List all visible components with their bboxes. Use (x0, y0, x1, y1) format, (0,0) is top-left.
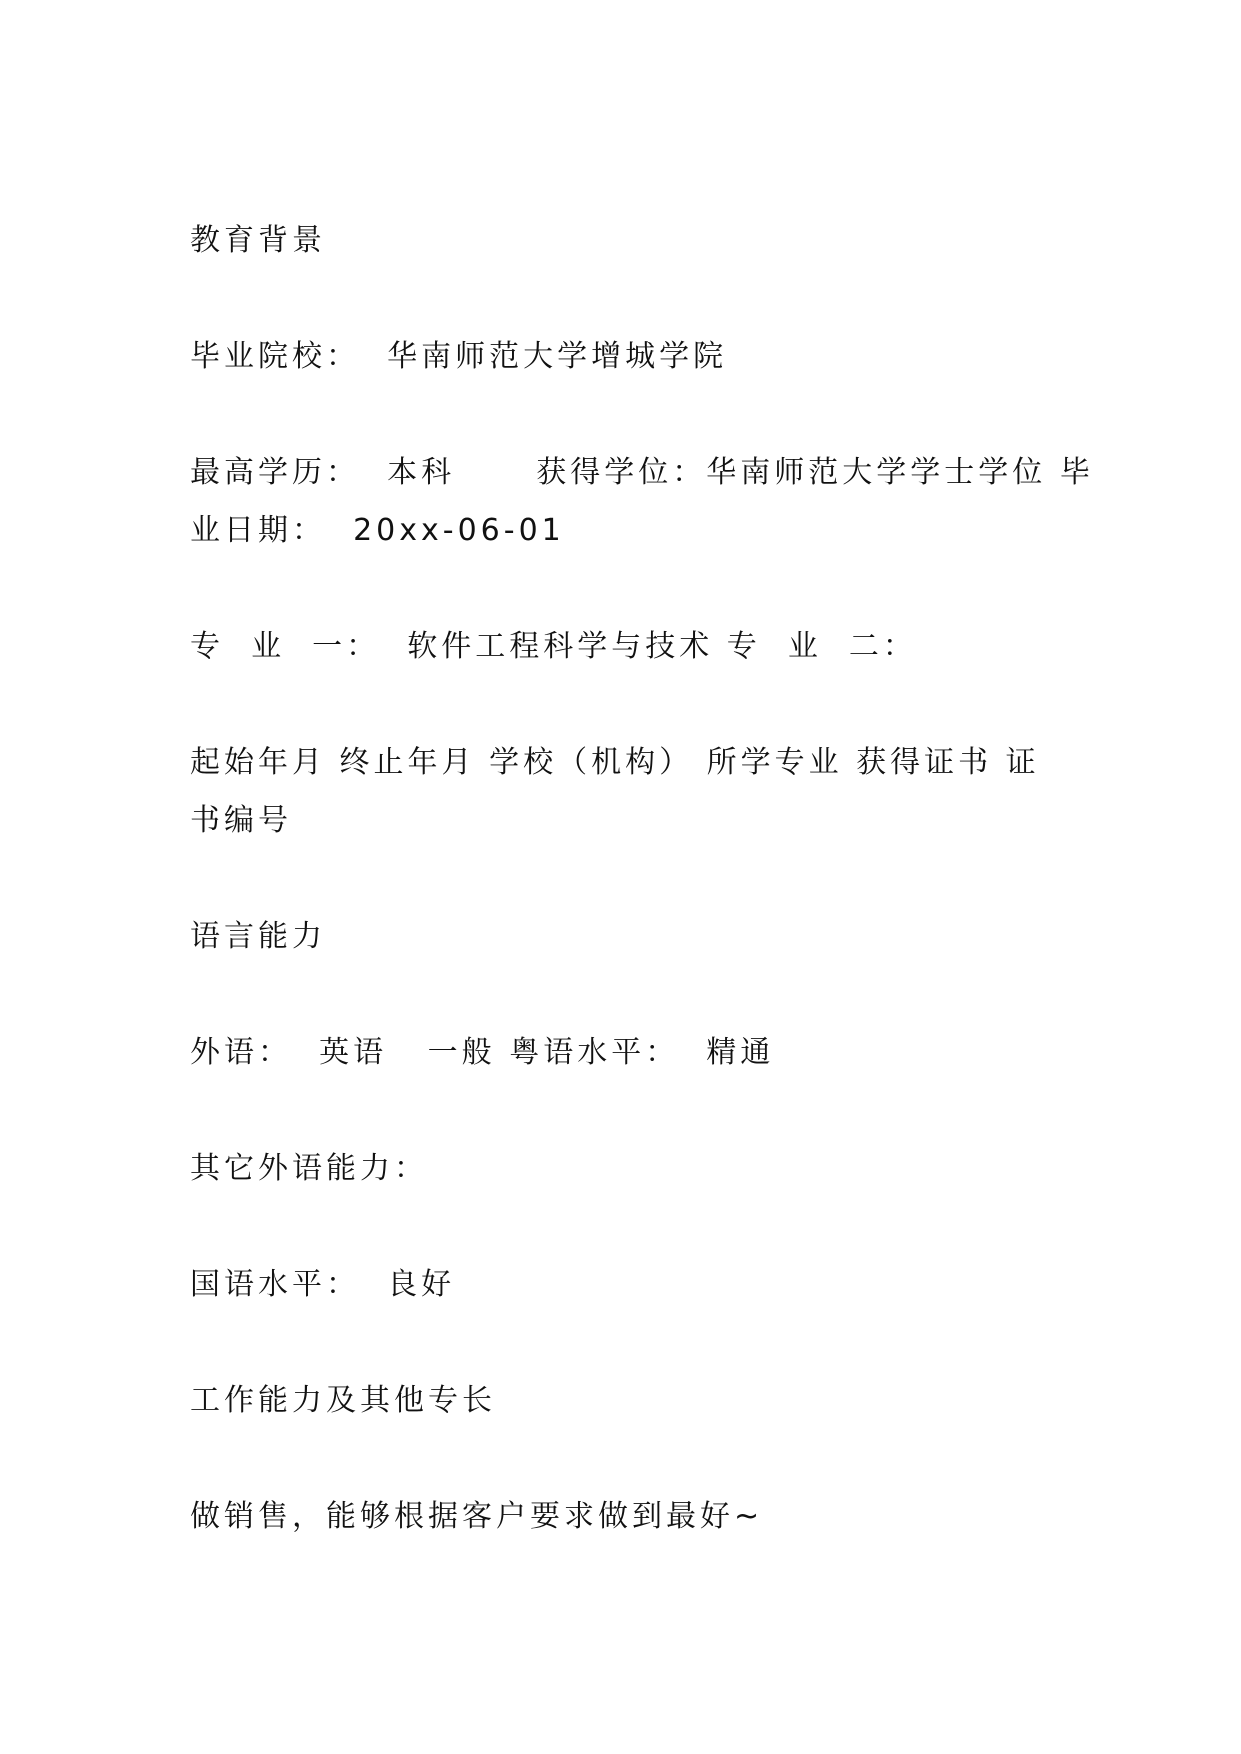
text-line: 语言能力 (190, 919, 326, 954)
graduation-school (190, 328, 1060, 386)
text-line: 教育背景 (190, 223, 326, 258)
text-line: 起始年月 终止年月 学校（机构） 所学专业 获得证书 证 (190, 745, 1040, 780)
mandarin-level (190, 1256, 1060, 1314)
document-body (190, 212, 1094, 1604)
text-line: 工作能力及其他专长 (190, 1383, 496, 1418)
text-line: 外语： 英语 一般 粤语水平： 精通 (190, 1035, 775, 1070)
text-line: 毕业院校： 华南师范大学增城学院 (190, 339, 728, 374)
other-foreign-language (190, 1140, 1060, 1198)
text-line: 做销售，能够根据客户要求做到最好~ (190, 1499, 764, 1534)
section-heading-education (190, 212, 1060, 270)
section-heading-skills (190, 1372, 1060, 1430)
text-line: 其它外语能力： (190, 1151, 428, 1186)
text-line: 业日期： 20xx-06-01 (190, 513, 565, 548)
skills-description (190, 1488, 1060, 1546)
section-heading-language (190, 908, 1060, 966)
text-line: 最高学历： 本科 获得学位：华南师范大学学士学位 毕 (190, 455, 1094, 490)
education-table-header (190, 734, 1060, 850)
highest-education (190, 444, 1094, 560)
majors (190, 618, 1060, 676)
text-line: 书编号 (190, 803, 292, 838)
text-line: 专 业 一： 软件工程科学与技术 专 业 二： (190, 629, 917, 664)
foreign-language (190, 1024, 1060, 1082)
text-line: 国语水平： 良好 (190, 1267, 456, 1302)
